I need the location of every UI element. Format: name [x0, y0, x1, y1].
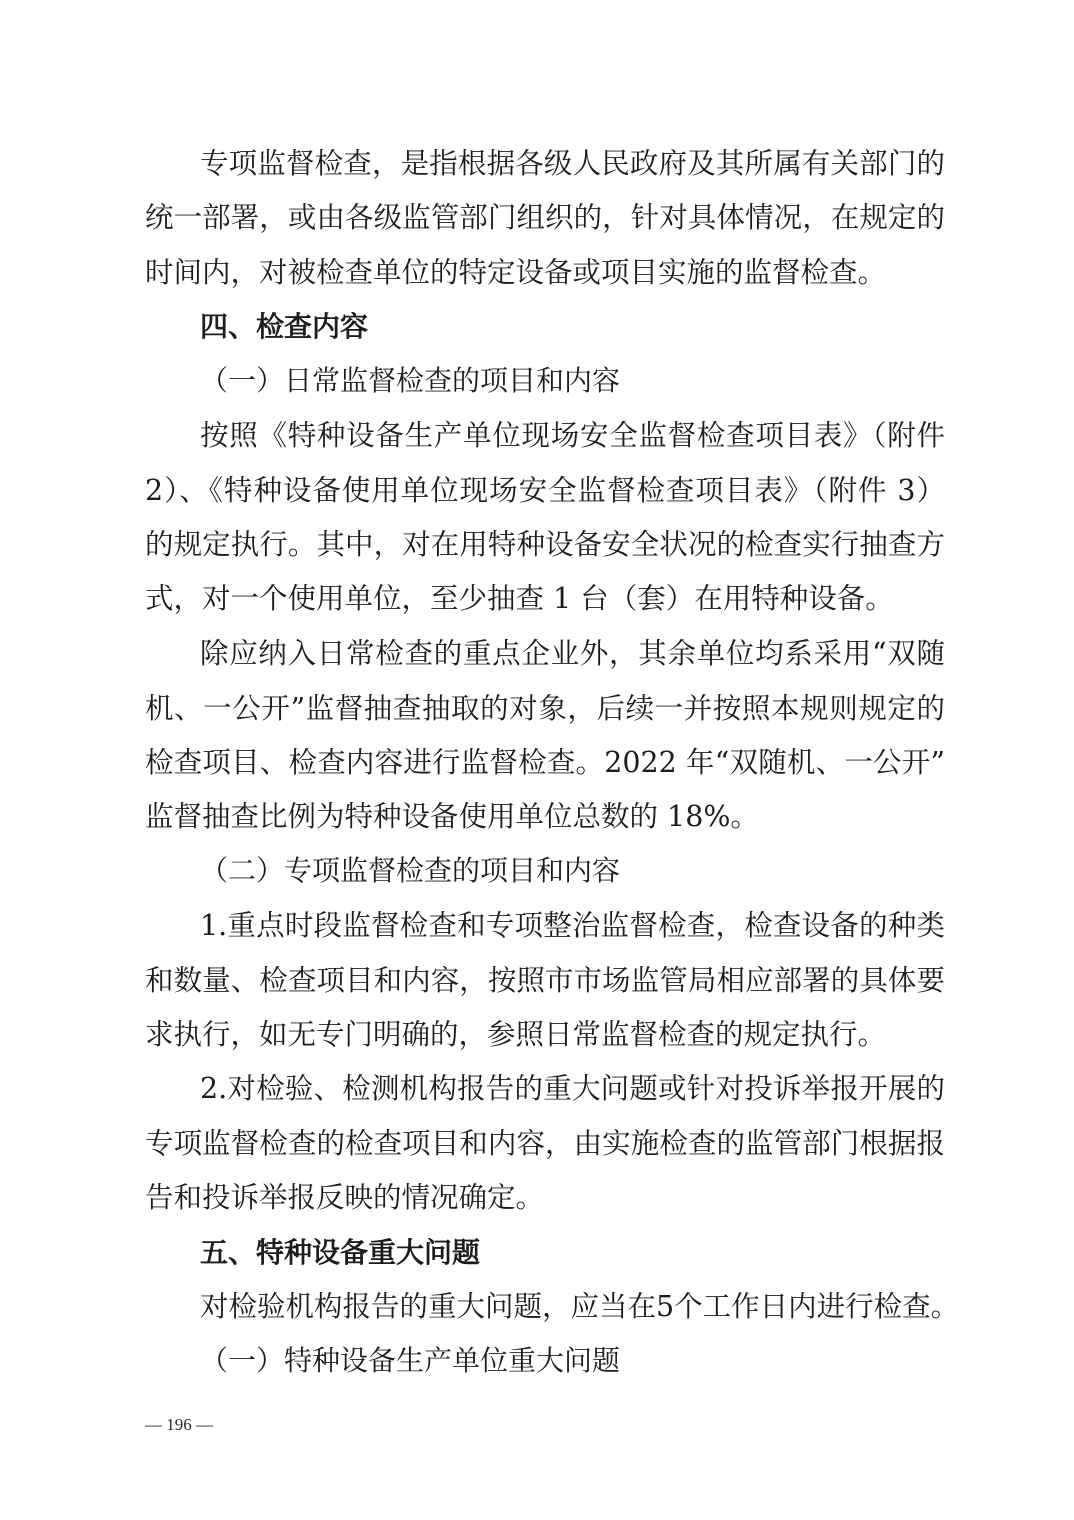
paragraph-line: 告和投诉举报反映的情况确定。 [145, 1181, 545, 1214]
paragraph-line: 2）、《特种设备使用单位现场安全监督检查项目表》（附件 3） [145, 474, 945, 507]
paragraph-line: 对检验机构报告的重大问题，应当在5个工作日内进行检查。 [200, 1290, 960, 1323]
section-heading: 五、特种设备重大问题 [200, 1236, 481, 1269]
paragraph-line: 除应纳入日常检查的重点企业外，其余单位均系采用“双随 [200, 637, 945, 670]
paragraph-line: 专项监督检查，是指根据各级人民政府及其所属有关部门的 [200, 147, 945, 180]
paragraph-line: 的规定执行。其中，对在用特种设备安全状况的检查实行抽查方 [145, 528, 945, 561]
paragraph-line: 2.对检验、检测机构报告的重大问题或针对投诉举报开展的 [200, 1072, 945, 1105]
paragraph-line: 1.重点时段监督检查和专项整治监督检查，检查设备的种类 [200, 909, 945, 942]
subsection-heading: （一）特种设备生产单位重大问题 [200, 1344, 621, 1377]
paragraph-line: 和数量、检查项目和内容，按照市市场监管局相应部署的具体要 [145, 964, 945, 997]
paragraph-line: 监督抽查比例为特种设备使用单位总数的 18%。 [145, 800, 759, 833]
subsection-heading: （二）专项监督检查的项目和内容 [200, 854, 621, 887]
paragraph-line: 时间内，对被检查单位的特定设备或项目实施的监督检查。 [145, 256, 887, 289]
paragraph-line: 统一部署，或由各级监管部门组织的，针对具体情况，在规定的 [145, 201, 945, 234]
section-heading: 四、检查内容 [200, 310, 369, 343]
page-number: — 196 — [145, 1415, 213, 1434]
paragraph-line: 式，对一个使用单位，至少抽查 1 台（套）在用特种设备。 [145, 582, 894, 615]
paragraph-line: 专项监督检查的检查项目和内容，由实施检查的监管部门根据报 [145, 1127, 945, 1160]
paragraph-line: 检查项目、检查内容进行监督检查。2022 年“双随机、一公开” [145, 746, 945, 779]
paragraph-line: 求执行，如无专门明确的，参照日常监督检查的规定执行。 [145, 1018, 887, 1051]
subsection-heading: （一）日常监督检查的项目和内容 [200, 364, 621, 397]
paragraph-line: 机、一公开”监督抽查抽取的对象，后续一并按照本规则规定的 [145, 692, 945, 725]
paragraph-line: 按照《特种设备生产单位现场安全监督检查项目表》（附件 [200, 419, 945, 452]
